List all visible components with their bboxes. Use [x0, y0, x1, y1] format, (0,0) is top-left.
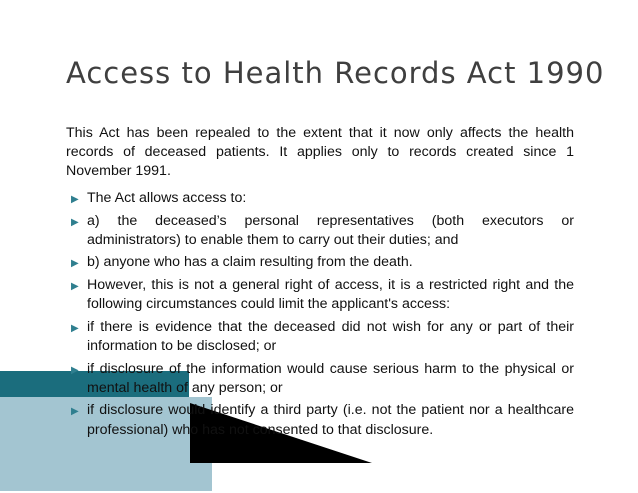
bullet-item: [70, 253, 574, 272]
bullet-arrow-icon: ▶: [71, 216, 79, 228]
bullet-arrow-icon: ▶: [71, 322, 79, 334]
bullet-text: if there is evidence that the deceased did not wish for any or part of their information to be disclosed; or: [87, 318, 574, 354]
bullet-item: [70, 360, 574, 398]
bullet-item: [70, 189, 574, 208]
intro-paragraph: This Act has been repealed to the extent that it now only affects the health records of deceased patients. It applies only to records created since 1 November 1991.: [66, 125, 574, 180]
bullet-arrow-icon: ▶: [71, 280, 79, 292]
bullet-text: The Act allows access to:: [87, 190, 247, 206]
bullet-item: [70, 276, 574, 314]
bullet-text: b) anyone who has a claim resulting from the death.: [87, 254, 413, 271]
bullet-item: [70, 401, 574, 439]
bullet-arrow-icon: ▶: [71, 406, 79, 418]
bullet-text: However, this is not a general right of access, it is a restricted right and the following circumstances could limit the applicant's access:: [87, 276, 574, 313]
bullet-item: [70, 318, 574, 356]
bullet-text: if disclosure of the information would cause serious harm to the physical or mental health of any person; or: [87, 360, 574, 396]
bullet-list: [70, 189, 574, 443]
page-title: Access to Health Records Act 1990: [66, 56, 605, 90]
bullet-text: a) the deceased’s personal representatives (both executors or administrators) to enable them to carry out their duties; and: [87, 212, 574, 248]
bullet-arrow-icon: ▶: [71, 194, 79, 205]
bullet-text: if disclosure would identify a third party (i.e. not the patient nor a healthcare professional) who has not consented to that disclosure.: [87, 402, 574, 438]
bullet-item: [70, 212, 574, 250]
bullet-arrow-icon: ▶: [71, 258, 79, 270]
bullet-arrow-icon: ▶: [71, 364, 79, 376]
